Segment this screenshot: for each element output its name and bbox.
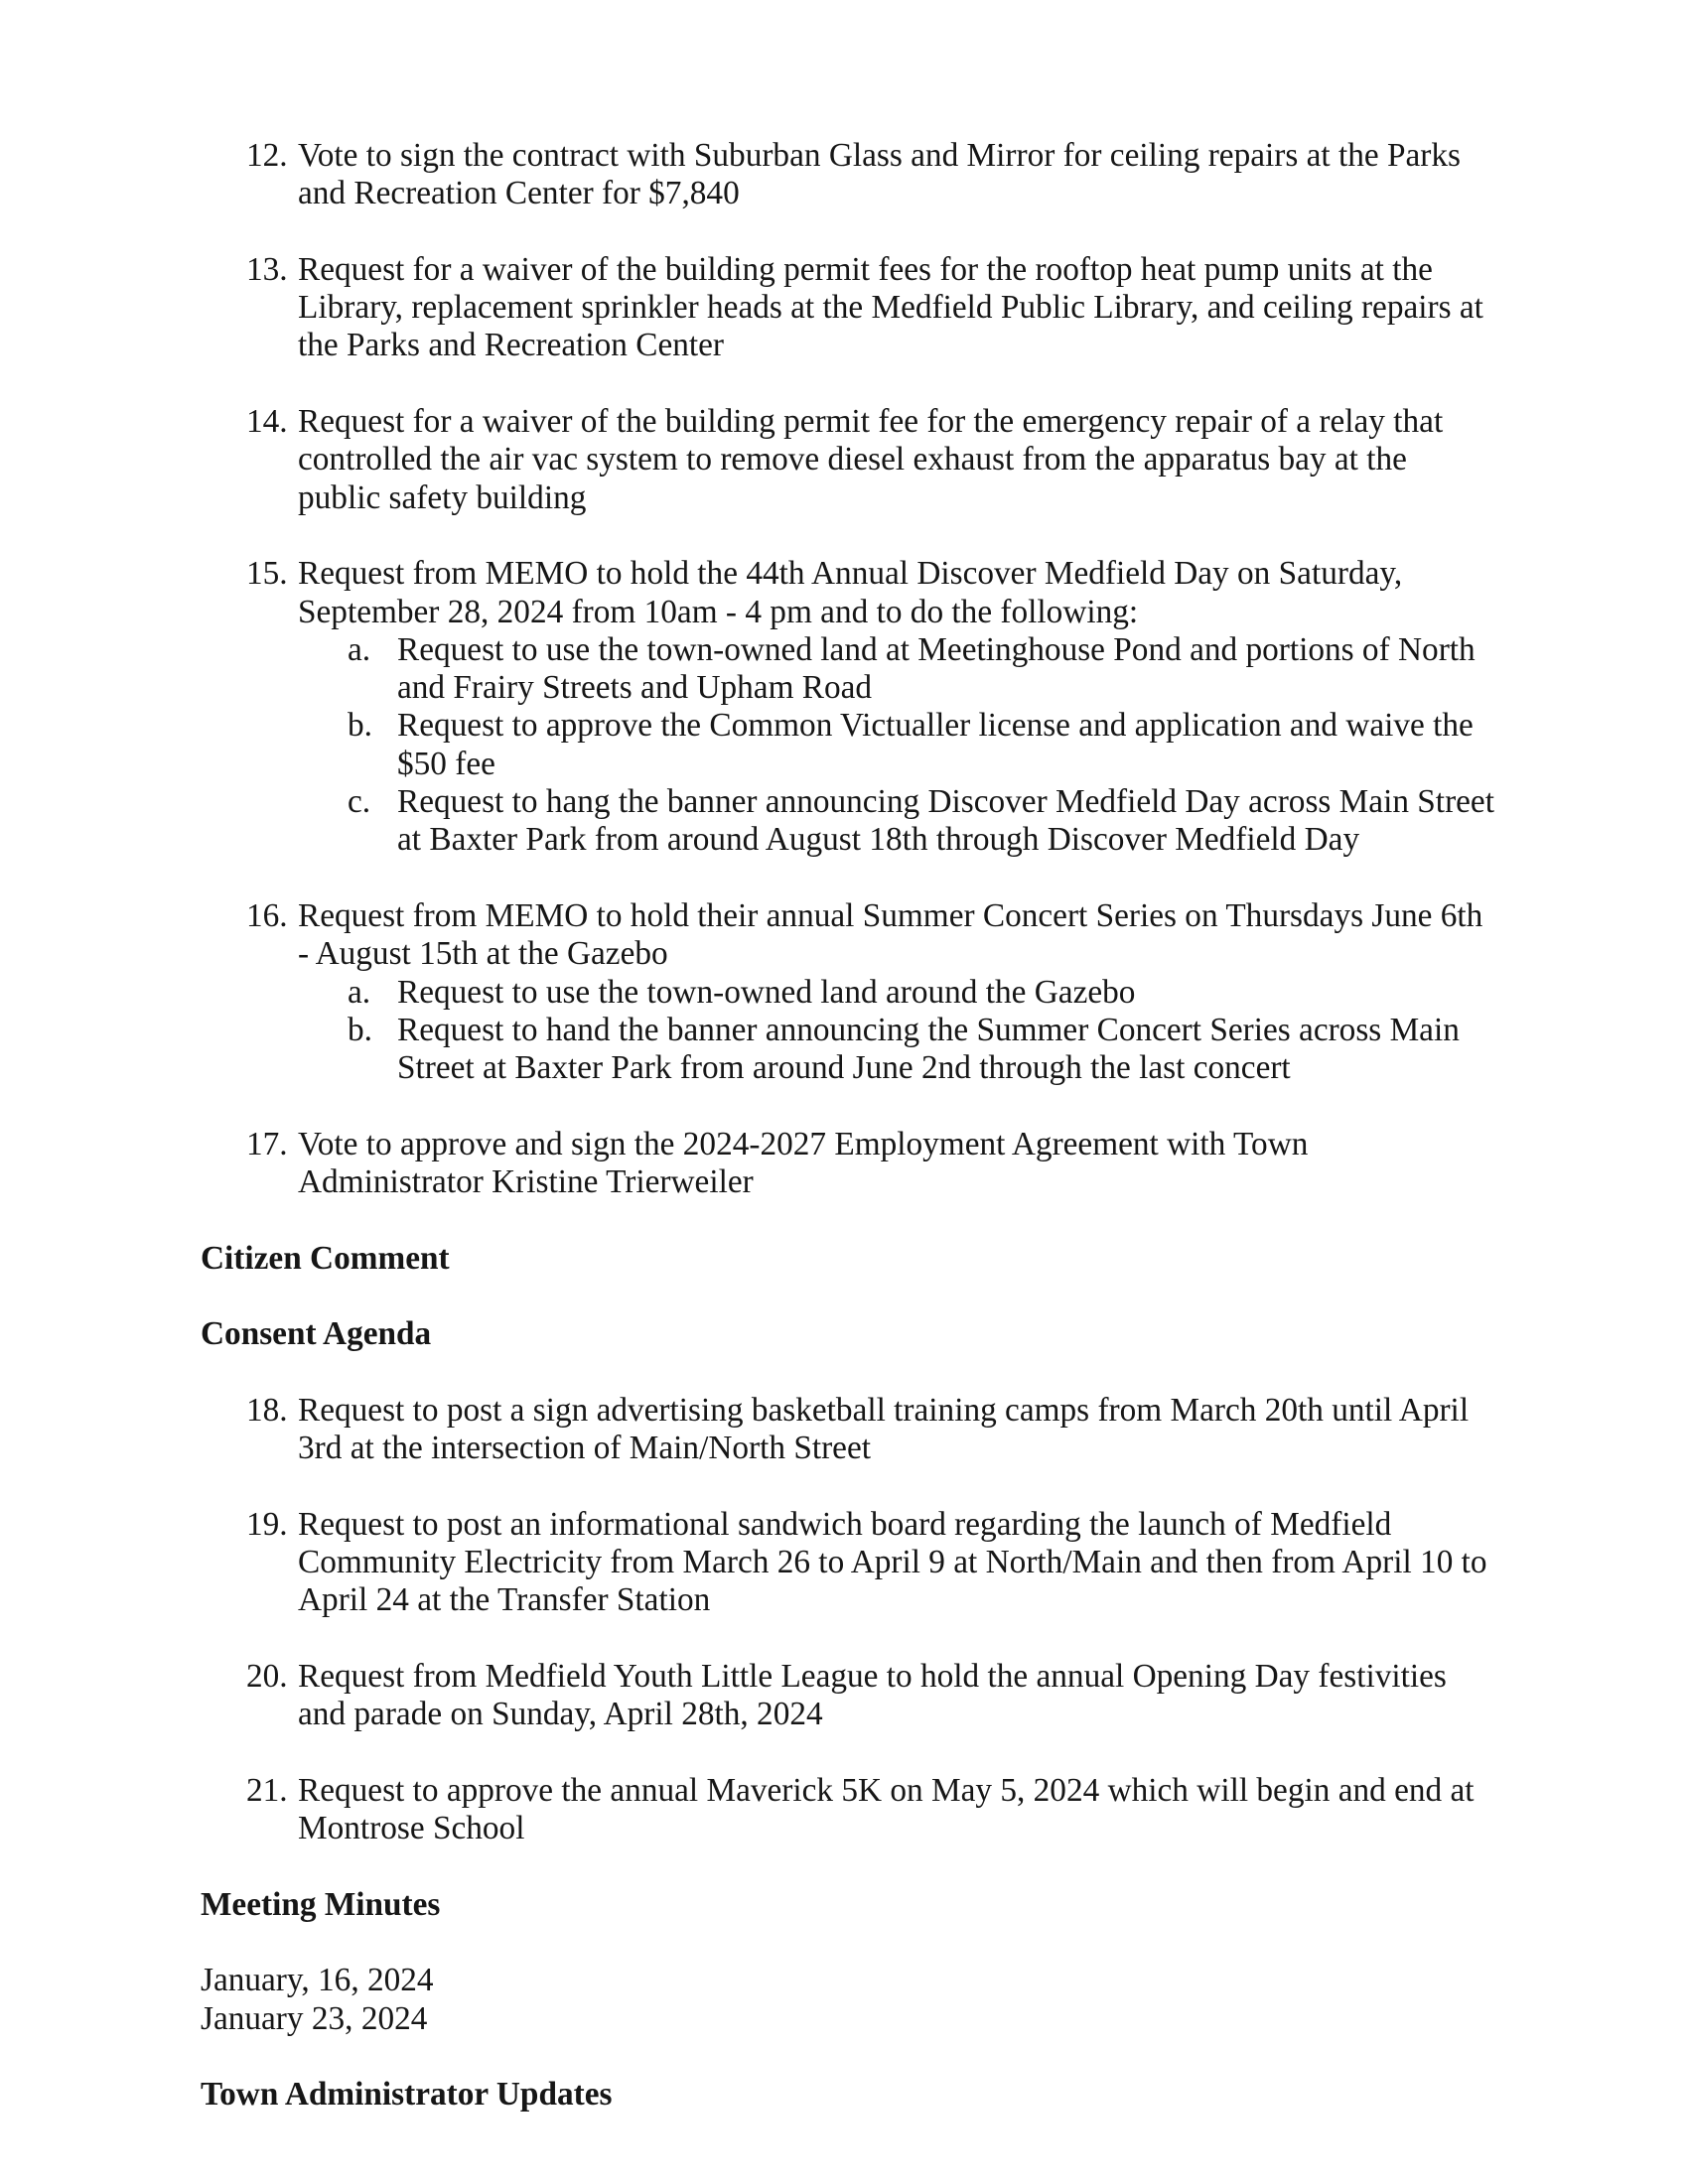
item-number: 17. <box>246 1125 288 1162</box>
subitem-letter: b. <box>348 1011 372 1048</box>
agenda-item-16b <box>298 1012 1495 1088</box>
agenda-item-14 <box>246 403 1495 517</box>
item-text: Request from Medfield Youth Little League to hold the annual Opening Day festivities and parade on Sunday, April 28th, 2024 <box>298 1657 1447 1733</box>
subitem-text: Request to use the town-owned land around the Gazebo <box>397 973 1136 1011</box>
item-number: 19. <box>246 1505 288 1543</box>
section-heading-consent-agenda: Consent Agenda <box>201 1315 432 1353</box>
subitem-letter: c. <box>348 783 371 821</box>
agenda-item-15 <box>246 555 1495 859</box>
subitem-text: Request to hand the banner announcing the Summer Concert Series across Main Street at Baxter Park from around June 2nd through the last concert <box>397 1011 1460 1087</box>
item-text: Vote to sign the contract with Suburban Glass and Mirror for ceiling repairs at the Parks and Recreation Center for $7,840 <box>298 137 1461 212</box>
agenda-item-12 <box>246 137 1495 213</box>
agenda-item-18 <box>246 1391 1495 1468</box>
meeting-minutes-date: January, 16, 2024 <box>201 1962 434 1999</box>
item-number: 13. <box>246 250 288 288</box>
item-number: 21. <box>246 1771 288 1809</box>
subitem-text: Request to hang the banner announcing Discover Medfield Day across Main Street at Baxter Park from around August 18th through Discover Medfield Day <box>397 783 1494 859</box>
meeting-minutes-dates <box>201 1962 1497 2038</box>
item-number: 15. <box>246 555 288 593</box>
agenda-item-21 <box>246 1771 1495 1848</box>
agenda-item-15c <box>298 783 1495 860</box>
item-number: 18. <box>246 1391 288 1429</box>
agenda-item-20 <box>246 1657 1495 1734</box>
item-text: Request for a waiver of the building permit fees for the rooftop heat pump units at the Library, replacement sprinkler heads at the Medfield Public Library, and ceiling repairs at the Parks and Recreation Center <box>298 250 1483 364</box>
agenda-item-16-sublist <box>298 974 1495 1088</box>
meeting-minutes-date: January 23, 2024 <box>201 1999 428 2037</box>
item-number: 14. <box>246 403 288 441</box>
consent-agenda-list-items-18-21 <box>246 1391 1495 1848</box>
section-heading-meeting-minutes: Meeting Minutes <box>201 1885 441 1923</box>
item-number: 20. <box>246 1657 288 1695</box>
agenda-item-19 <box>246 1505 1495 1620</box>
item-text: Request to approve the annual Maverick 5K on May 5, 2024 which will begin and end at Montrose School <box>298 1771 1475 1847</box>
subitem-letter: a. <box>348 973 371 1011</box>
item-text: Request for a waiver of the building permit fee for the emergency repair of a relay that controlled the air vac system to remove diesel exhaust from the apparatus bay at the public safety building <box>298 403 1444 516</box>
subitem-text: Request to approve the Common Victualler license and application and waive the $50 fee <box>397 707 1474 782</box>
item-text: Request from MEMO to hold the 44th Annual Discover Medfield Day on Saturday, September 28, 2024 from 10am - 4 pm and to do the following: <box>298 555 1403 630</box>
subitem-letter: a. <box>348 630 371 668</box>
agenda-content <box>201 137 1497 2152</box>
agenda-item-17 <box>246 1125 1495 1202</box>
agenda-item-16a <box>298 974 1495 1012</box>
item-text: Vote to approve and sign the 2024-2027 Employment Agreement with Town Administrator Kristine Trierweiler <box>298 1125 1309 1201</box>
agenda-item-13 <box>246 250 1495 365</box>
item-number: 16. <box>246 896 288 934</box>
item-text: Request to post a sign advertising basketball training camps from March 20th until April 3rd at the intersection of Main/North Street <box>298 1391 1470 1467</box>
agenda-item-15b <box>298 707 1495 783</box>
item-text: Request from MEMO to hold their annual Summer Concert Series on Thursdays June 6th - August 15th at the Gazebo <box>298 896 1483 973</box>
subitem-letter: b. <box>348 707 372 745</box>
item-text: Request to post an informational sandwich board regarding the launch of Medfield Community Electricity from March 26 to April 9 at North/Main and then from April 10 to April 24 at the Transfer Station <box>298 1505 1487 1619</box>
item-number: 12. <box>246 137 288 174</box>
agenda-list-items-12-17 <box>246 137 1495 1201</box>
subitem-text: Request to use the town-owned land at Meetinghouse Pond and portions of North and Frairy Streets and Upham Road <box>397 630 1476 707</box>
section-heading-town-administrator-updates: Town Administrator Updates <box>201 2076 613 2114</box>
agenda-item-16 <box>246 896 1495 1087</box>
section-heading-citizen-comment: Citizen Comment <box>201 1239 450 1277</box>
agenda-item-15-sublist <box>298 631 1495 860</box>
agenda-item-15a <box>298 631 1495 708</box>
